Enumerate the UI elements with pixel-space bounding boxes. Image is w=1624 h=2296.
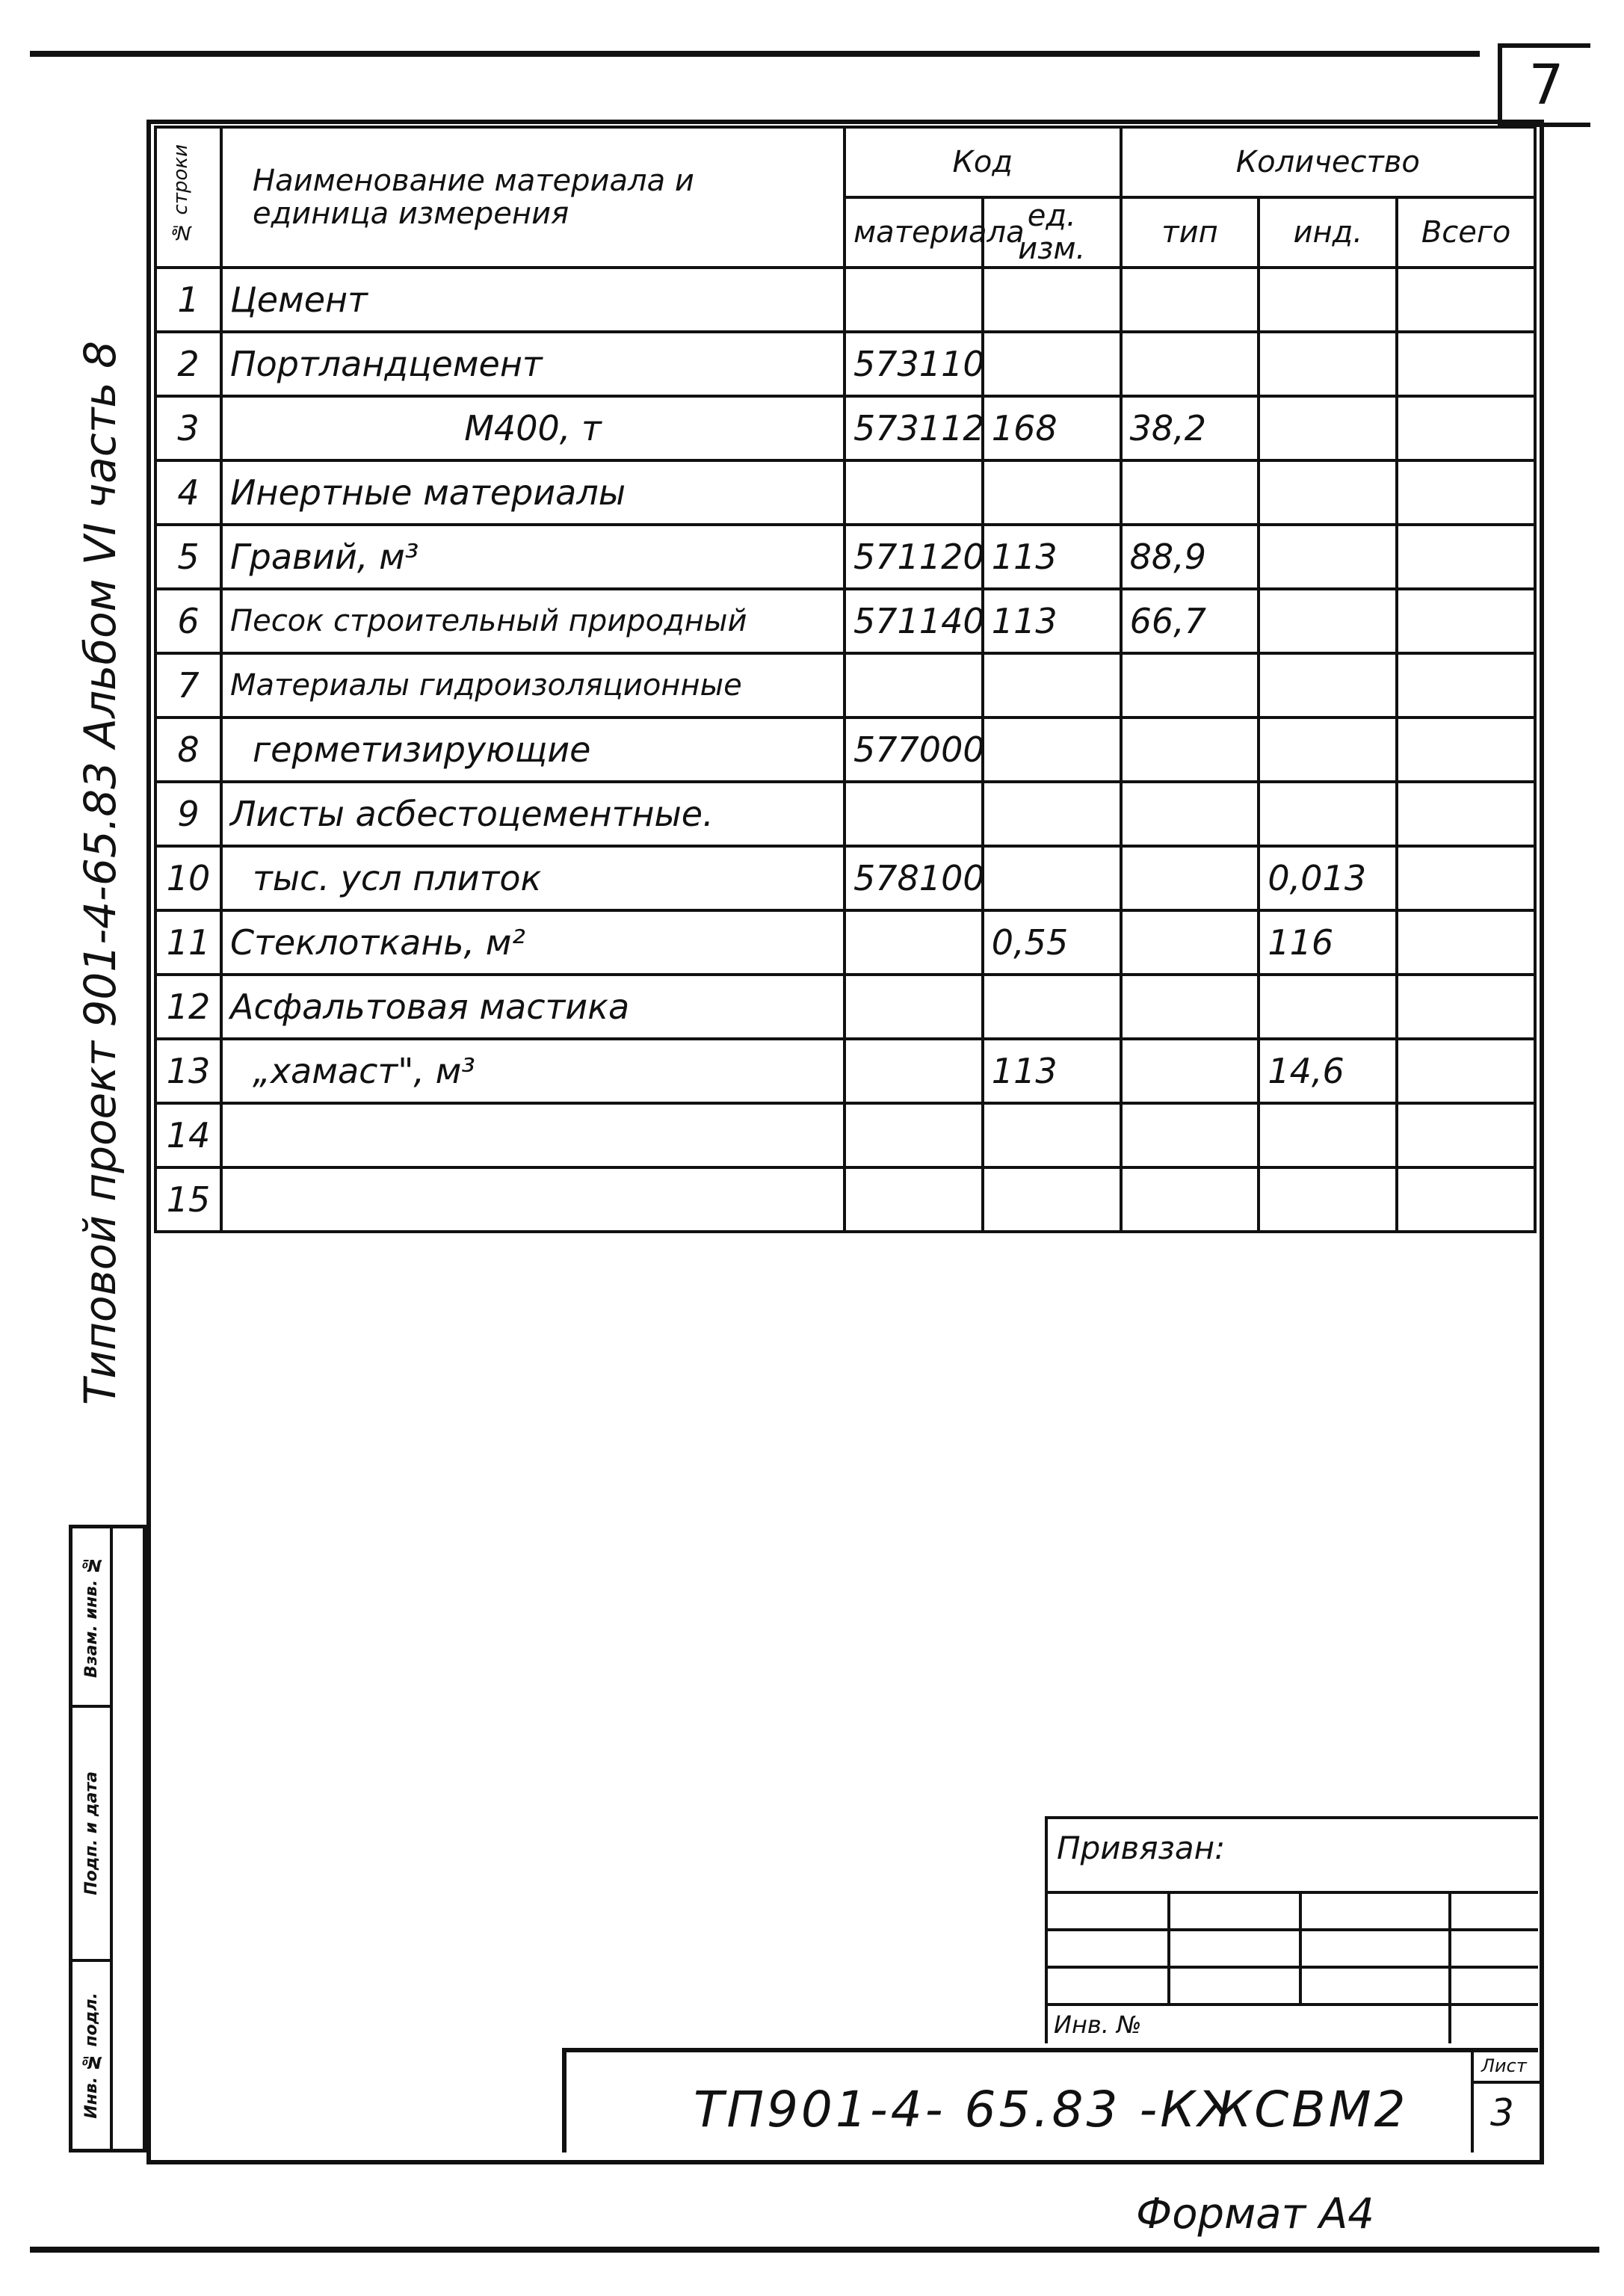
row-no: 2 xyxy=(155,332,221,396)
table-row xyxy=(155,396,1535,460)
binding-rule xyxy=(1167,1891,1170,2003)
row-no: 11 xyxy=(155,910,221,975)
row-total xyxy=(1397,718,1535,782)
row-ind xyxy=(1259,396,1397,460)
row-no: 15 xyxy=(155,1167,221,1232)
row-ind xyxy=(1259,460,1397,525)
table-row xyxy=(155,525,1535,589)
row-code xyxy=(845,653,983,718)
table-row xyxy=(155,653,1535,718)
row-name: Инертные материалы xyxy=(221,460,845,525)
row-ind: 14,6 xyxy=(1259,1039,1397,1103)
row-code xyxy=(845,975,983,1039)
row-no: 13 xyxy=(155,1039,221,1103)
header-code-group: Код xyxy=(845,127,1121,197)
row-unit xyxy=(983,1167,1121,1232)
row-typ: 38,2 xyxy=(1121,396,1259,460)
row-ind xyxy=(1259,718,1397,782)
row-name: Песок строительный природный xyxy=(221,589,845,653)
header-unit-code: ед. изм. xyxy=(983,197,1121,268)
table-row xyxy=(155,1039,1535,1103)
row-ind xyxy=(1259,525,1397,589)
sheet-list-box xyxy=(1471,2052,1538,2152)
table-row xyxy=(155,589,1535,653)
row-ind xyxy=(1259,653,1397,718)
row-code: 573112 xyxy=(845,396,983,460)
row-name: Стеклоткань, м² xyxy=(221,910,845,975)
table-row xyxy=(155,268,1535,332)
header-quantity-group: Количество xyxy=(1121,127,1535,197)
row-typ xyxy=(1121,1167,1259,1232)
header-row-no: № строки xyxy=(155,127,221,268)
document-code-block xyxy=(562,2048,1538,2152)
row-ind: 116 xyxy=(1259,910,1397,975)
row-name: тыс. усл плиток xyxy=(221,846,845,910)
row-total xyxy=(1397,268,1535,332)
row-code xyxy=(845,1167,983,1232)
row-typ xyxy=(1121,332,1259,396)
row-typ xyxy=(1121,975,1259,1039)
row-code xyxy=(845,268,983,332)
row-code xyxy=(845,782,983,846)
row-code: 573110 xyxy=(845,332,983,396)
row-unit: 113 xyxy=(983,1039,1121,1103)
row-total xyxy=(1397,460,1535,525)
row-ind xyxy=(1259,332,1397,396)
row-no: 9 xyxy=(155,782,221,846)
row-name: Листы асбестоцементные. xyxy=(221,782,845,846)
top-border-line xyxy=(30,51,1480,57)
row-name xyxy=(221,1103,845,1167)
row-code: 578100 xyxy=(845,846,983,910)
row-unit: 0,55 xyxy=(983,910,1121,975)
table-row xyxy=(155,460,1535,525)
materials-table xyxy=(154,126,1537,1233)
row-unit xyxy=(983,653,1121,718)
row-total xyxy=(1397,782,1535,846)
bottom-border-line xyxy=(30,2247,1599,2253)
row-total xyxy=(1397,846,1535,910)
row-code: 571140 xyxy=(845,589,983,653)
row-total xyxy=(1397,1039,1535,1103)
row-typ xyxy=(1121,1103,1259,1167)
binding-rule xyxy=(1448,1891,1451,2043)
table-row xyxy=(155,975,1535,1039)
header-typ: тип xyxy=(1121,197,1259,268)
row-code xyxy=(845,910,983,975)
row-typ xyxy=(1121,268,1259,332)
row-typ xyxy=(1121,846,1259,910)
binding-title: Привязан: xyxy=(1057,1830,1226,1866)
row-typ: 66,7 xyxy=(1121,589,1259,653)
row-name xyxy=(221,1167,845,1232)
row-typ xyxy=(1121,782,1259,846)
row-unit xyxy=(983,268,1121,332)
row-unit xyxy=(983,846,1121,910)
row-total xyxy=(1397,332,1535,396)
row-no: 5 xyxy=(155,525,221,589)
list-number: 3 xyxy=(1490,2091,1514,2135)
row-total xyxy=(1397,589,1535,653)
row-typ xyxy=(1121,653,1259,718)
list-divider xyxy=(1474,2081,1541,2084)
row-total xyxy=(1397,975,1535,1039)
binding-rule xyxy=(1045,1966,1538,1969)
row-name: Гравий, м³ xyxy=(221,525,845,589)
row-ind xyxy=(1259,782,1397,846)
row-ind xyxy=(1259,589,1397,653)
row-typ xyxy=(1121,910,1259,975)
row-code: 577000 xyxy=(845,718,983,782)
row-unit: 113 xyxy=(983,589,1121,653)
row-unit xyxy=(983,975,1121,1039)
row-no: 4 xyxy=(155,460,221,525)
row-total xyxy=(1397,525,1535,589)
sheet-number: 7 xyxy=(1498,43,1590,127)
row-ind xyxy=(1259,975,1397,1039)
table-row xyxy=(155,910,1535,975)
stamp-divider xyxy=(72,1528,113,2149)
table-row xyxy=(155,1167,1535,1232)
row-total xyxy=(1397,1103,1535,1167)
left-stamp-strip xyxy=(69,1525,146,2152)
binding-rule xyxy=(1045,1928,1538,1931)
row-name: Асфальтовая мастика xyxy=(221,975,845,1039)
list-label: Лист xyxy=(1481,2055,1527,2076)
row-name: герметизирующие xyxy=(221,718,845,782)
document-code: ТП901-4- 65.83 -КЖСВМ2 xyxy=(694,2081,1409,2138)
row-typ xyxy=(1121,1039,1259,1103)
row-name: Материалы гидроизоляционные xyxy=(221,653,845,718)
binding-block xyxy=(1045,1816,1538,2043)
table-row xyxy=(155,718,1535,782)
binding-rule xyxy=(1299,1891,1302,2003)
table-row xyxy=(155,332,1535,396)
row-no: 1 xyxy=(155,268,221,332)
row-no: 14 xyxy=(155,1103,221,1167)
row-name: Цемент xyxy=(221,268,845,332)
row-name: Портландцемент xyxy=(221,332,845,396)
row-unit: 168 xyxy=(983,396,1121,460)
side-title: Типовой проект 901-4-65.83 Альбом VI часть 8 xyxy=(75,340,126,1405)
table-row xyxy=(155,782,1535,846)
row-total xyxy=(1397,910,1535,975)
table-header-row xyxy=(155,127,1535,197)
row-typ xyxy=(1121,460,1259,525)
row-unit xyxy=(983,1103,1121,1167)
header-total: Всего xyxy=(1397,197,1535,268)
table-row xyxy=(155,1103,1535,1167)
row-typ xyxy=(1121,718,1259,782)
row-code: 571120 xyxy=(845,525,983,589)
row-name: „хамаст", м³ xyxy=(221,1039,845,1103)
binding-inv-label: Инв. № xyxy=(1054,2010,1142,2039)
row-no: 6 xyxy=(155,589,221,653)
row-unit: 113 xyxy=(983,525,1121,589)
header-material-code: материала xyxy=(845,197,983,268)
stamp-inv-replace: Взам. инв. № xyxy=(72,1528,110,1708)
row-unit xyxy=(983,782,1121,846)
binding-rule xyxy=(1045,2003,1538,2006)
stamp-sign-date: Подп. и дата xyxy=(72,1708,110,1962)
row-no: 3 xyxy=(155,396,221,460)
row-total xyxy=(1397,396,1535,460)
binding-rule xyxy=(1045,1891,1538,1894)
row-unit xyxy=(983,718,1121,782)
row-no: 7 xyxy=(155,653,221,718)
row-ind xyxy=(1259,1167,1397,1232)
row-code xyxy=(845,460,983,525)
header-name: Наименование материала и единица измерения xyxy=(221,127,845,268)
format-label: Формат А4 xyxy=(1136,2190,1374,2238)
row-name: М400, т xyxy=(221,396,845,460)
row-ind xyxy=(1259,268,1397,332)
row-code xyxy=(845,1039,983,1103)
header-ind: инд. xyxy=(1259,197,1397,268)
row-typ: 88,9 xyxy=(1121,525,1259,589)
row-no: 8 xyxy=(155,718,221,782)
table-row xyxy=(155,846,1535,910)
row-unit xyxy=(983,332,1121,396)
row-no: 10 xyxy=(155,846,221,910)
stamp-inv-orig: Инв. № подл. xyxy=(81,1992,101,2119)
row-no: 12 xyxy=(155,975,221,1039)
row-total xyxy=(1397,1167,1535,1232)
row-unit xyxy=(983,460,1121,525)
row-code xyxy=(845,1103,983,1167)
row-ind xyxy=(1259,1103,1397,1167)
row-ind: 0,013 xyxy=(1259,846,1397,910)
row-total xyxy=(1397,653,1535,718)
